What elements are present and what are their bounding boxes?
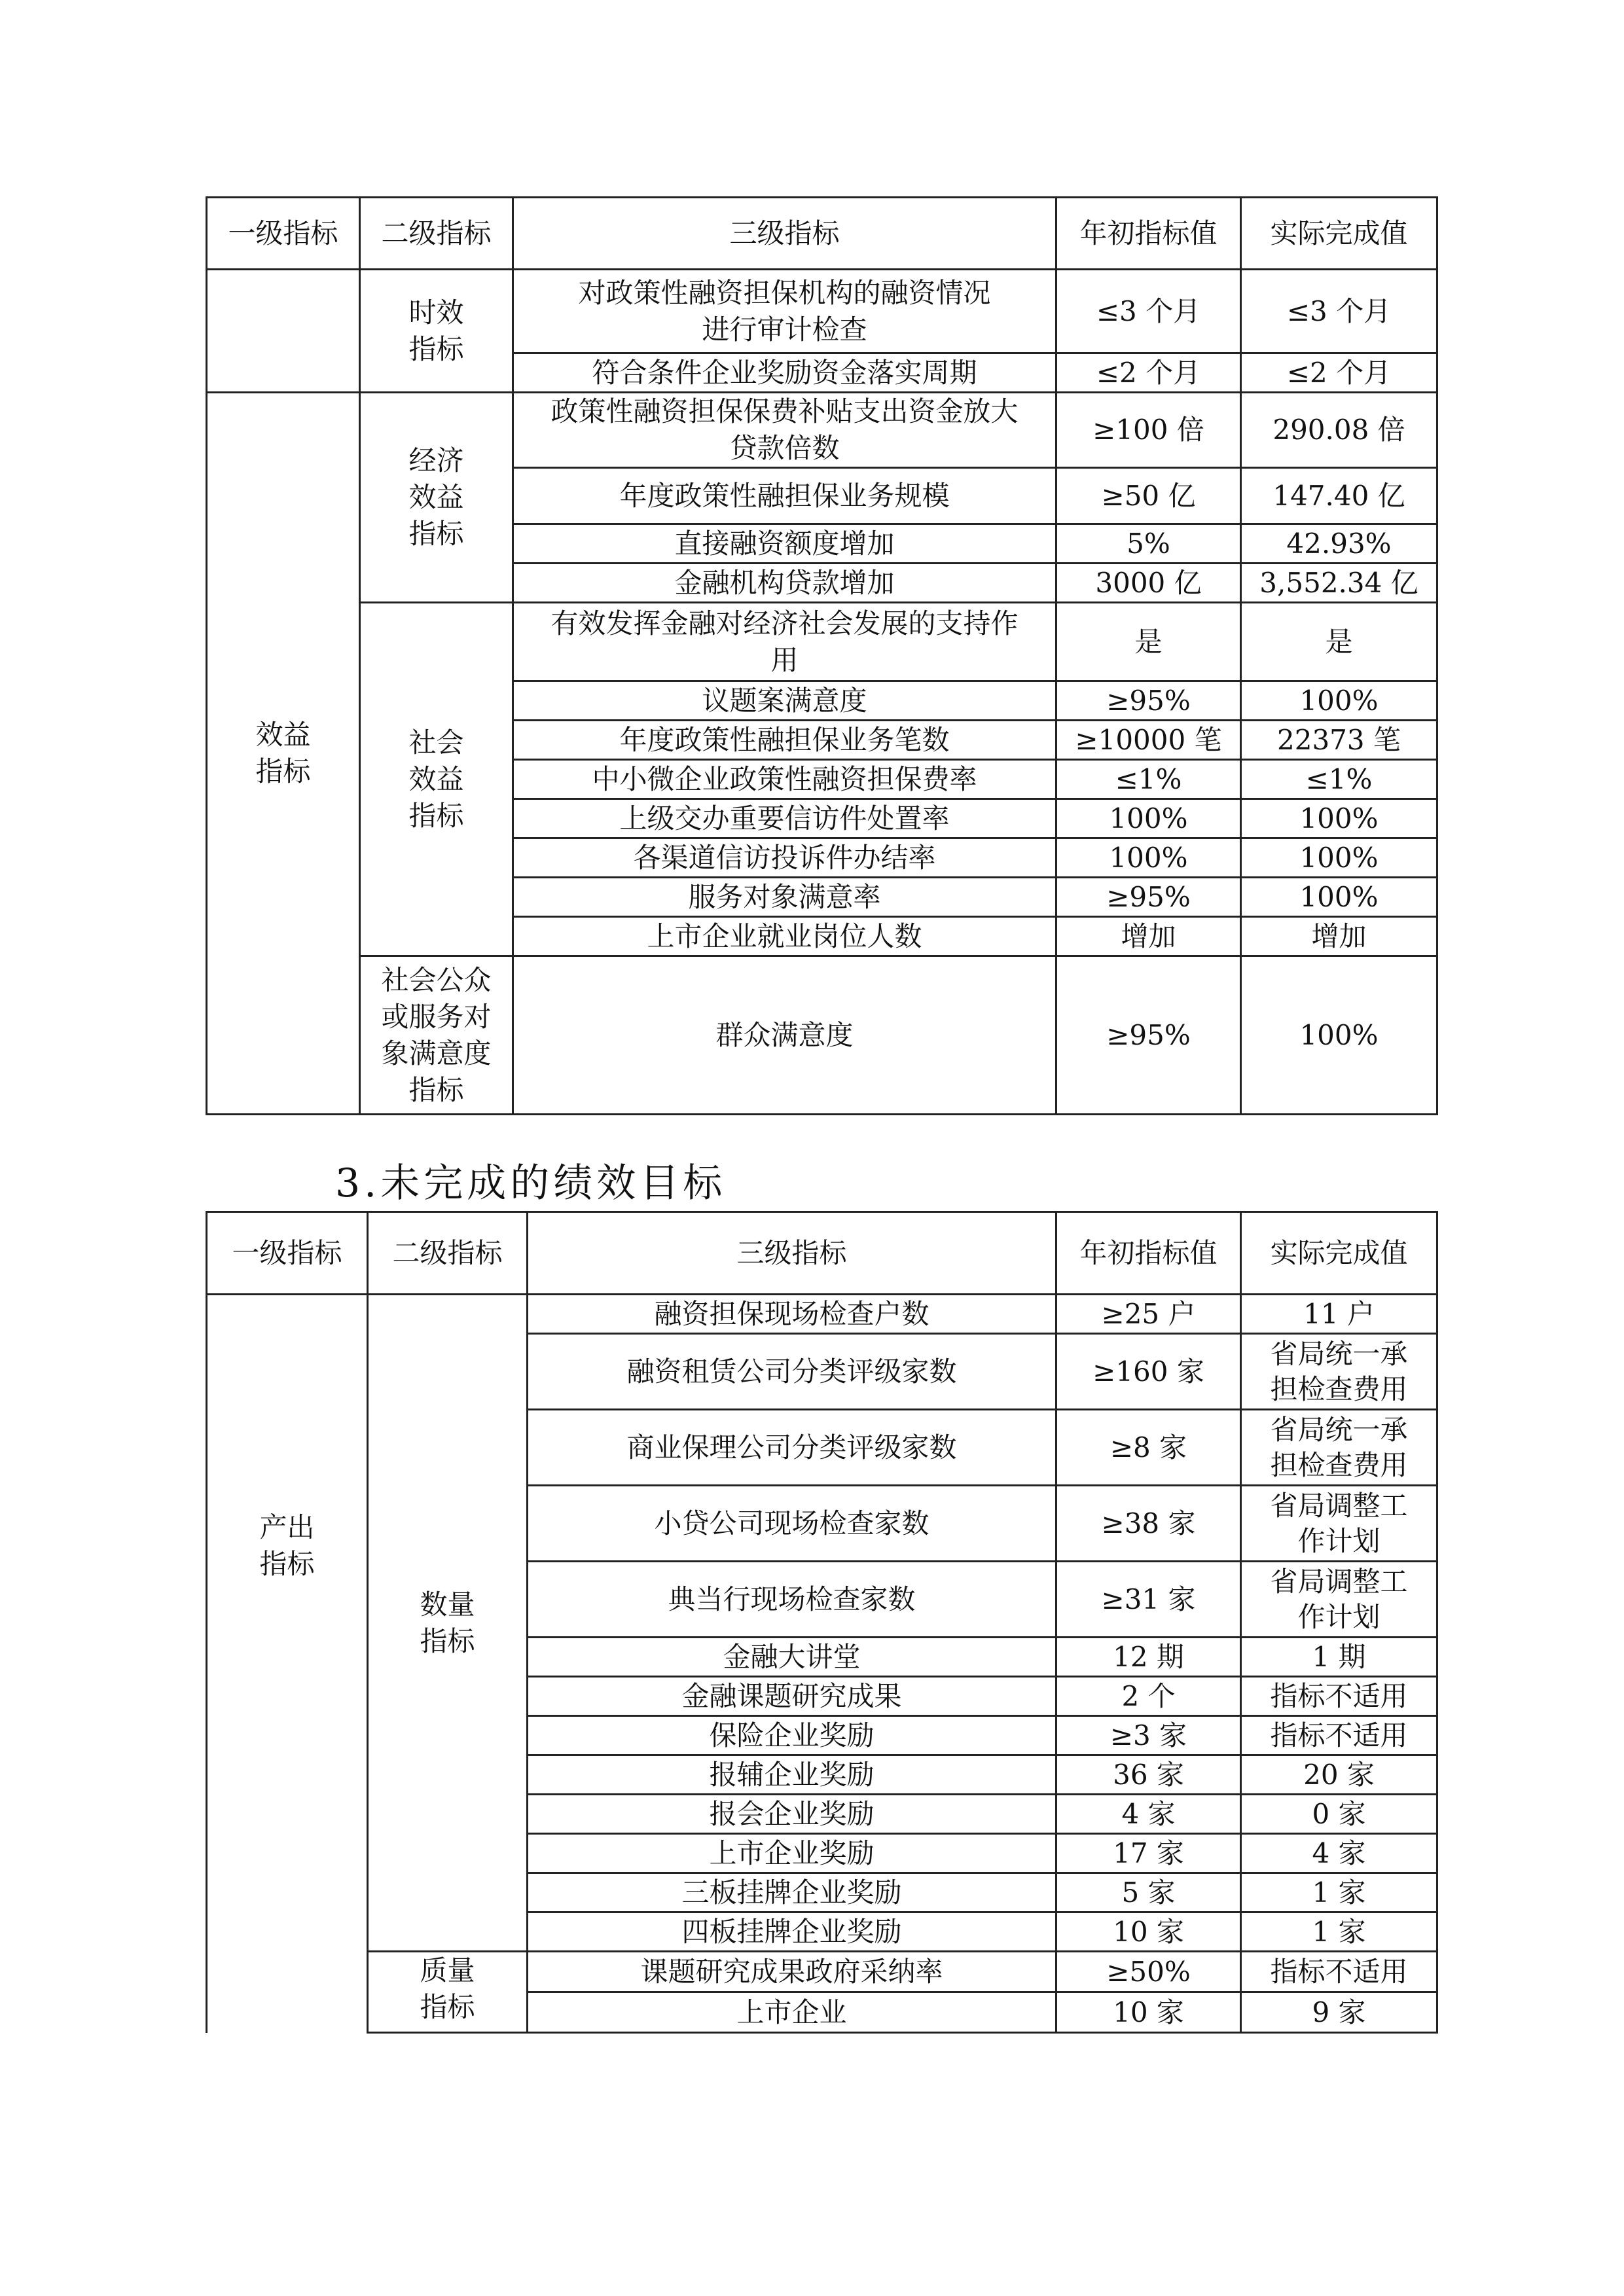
- table-row: [207, 1952, 1437, 1992]
- target-value-cell: 100%: [1056, 799, 1241, 838]
- target-value-cell: 5 家: [1056, 1873, 1241, 1912]
- actual-value-cell: 100%: [1241, 878, 1437, 917]
- actual-value-cell: 22373 笔: [1241, 721, 1437, 760]
- target-value-cell: 10 家: [1056, 1992, 1241, 2033]
- table-row: [207, 1295, 1437, 1334]
- level2-cell: 时效 指标: [360, 270, 513, 393]
- target-value-cell: 3000 亿: [1056, 564, 1241, 603]
- level3-cell: 报会企业奖励: [528, 1795, 1056, 1834]
- level2-header: 二级指标: [360, 198, 513, 270]
- actual-value-cell: 省局调整工 作计划: [1241, 1486, 1437, 1562]
- target-value-cell: 5%: [1056, 524, 1241, 564]
- actual-value-cell: 省局统一承 担检查费用: [1241, 1334, 1437, 1410]
- level3-cell: 金融课题研究成果: [528, 1677, 1056, 1716]
- level2-cell: 质量 指标: [368, 1952, 528, 2033]
- actual-value-cell: 是: [1241, 603, 1437, 681]
- level3-cell: 商业保理公司分类评级家数: [528, 1410, 1056, 1486]
- target-value-cell: 36 家: [1056, 1755, 1241, 1795]
- level3-cell: 年度政策性融担保业务规模: [513, 468, 1056, 524]
- actual-value-cell: 4 家: [1241, 1834, 1437, 1873]
- level2-cell: 社会公众 或服务对 象满意度 指标: [360, 956, 513, 1115]
- target-value-cell: 增加: [1056, 917, 1241, 956]
- target-value-cell: ≤2 个月: [1056, 353, 1241, 393]
- actual-value-cell: 100%: [1241, 681, 1437, 721]
- actual-value-cell: 290.08 倍: [1241, 393, 1437, 468]
- performance-table-uncompleted: [206, 1211, 1438, 2034]
- actual-value-cell: 42.93%: [1241, 524, 1437, 564]
- table-row: [207, 956, 1437, 1115]
- header-row: [207, 198, 1437, 270]
- actual-value-cell: 省局统一承 担检查费用: [1241, 1410, 1437, 1486]
- level3-cell: 年度政策性融担保业务笔数: [513, 721, 1056, 760]
- level3-cell: 课题研究成果政府采纳率: [528, 1952, 1056, 1992]
- actual-value-cell: 增加: [1241, 917, 1437, 956]
- target-header: 年初指标值: [1056, 1212, 1241, 1295]
- target-value-cell: 17 家: [1056, 1834, 1241, 1873]
- level2-cell: 数量 指标: [368, 1295, 528, 1952]
- level2-header: 二级指标: [368, 1212, 528, 1295]
- actual-value-cell: 20 家: [1241, 1755, 1437, 1795]
- section-heading: 3.未完成的绩效目标: [335, 1160, 727, 1206]
- table-row: [207, 270, 1437, 353]
- level3-cell: 上市企业: [528, 1992, 1056, 2033]
- target-value-cell: ≥38 家: [1056, 1486, 1241, 1562]
- actual-value-cell: 0 家: [1241, 1795, 1437, 1834]
- table-row: [207, 603, 1437, 681]
- actual-value-cell: 省局调整工 作计划: [1241, 1562, 1437, 1638]
- level3-cell: 议题案满意度: [513, 681, 1056, 721]
- target-value-cell: ≥8 家: [1056, 1410, 1241, 1486]
- level2-cell: 社会 效益 指标: [360, 603, 513, 956]
- actual-value-cell: 1 期: [1241, 1638, 1437, 1677]
- header-row: [207, 1212, 1437, 1295]
- level3-cell: 融资租赁公司分类评级家数: [528, 1334, 1056, 1410]
- level3-cell: 三板挂牌企业奖励: [528, 1873, 1056, 1912]
- actual-value-cell: 147.40 亿: [1241, 468, 1437, 524]
- target-value-cell: 是: [1056, 603, 1241, 681]
- level3-header: 三级指标: [528, 1212, 1056, 1295]
- level3-cell: 报辅企业奖励: [528, 1755, 1056, 1795]
- level3-cell: 金融大讲堂: [528, 1638, 1056, 1677]
- level3-cell: 对政策性融资担保机构的融资情况 进行审计检查: [513, 270, 1056, 353]
- target-value-cell: ≥50 亿: [1056, 468, 1241, 524]
- actual-value-cell: 9 家: [1241, 1992, 1437, 2033]
- target-value-cell: 4 家: [1056, 1795, 1241, 1834]
- actual-value-cell: 100%: [1241, 799, 1437, 838]
- level3-cell: 有效发挥金融对经济社会发展的支持作 用: [513, 603, 1056, 681]
- target-value-cell: ≤1%: [1056, 760, 1241, 799]
- target-value-cell: ≥95%: [1056, 956, 1241, 1115]
- level3-cell: 服务对象满意率: [513, 878, 1056, 917]
- target-value-cell: ≥50%: [1056, 1952, 1241, 1992]
- actual-value-cell: 指标不适用: [1241, 1677, 1437, 1716]
- actual-value-cell: 11 户: [1241, 1295, 1437, 1334]
- target-value-cell: ≥95%: [1056, 681, 1241, 721]
- target-value-cell: ≥3 家: [1056, 1716, 1241, 1755]
- target-value-cell: ≥100 倍: [1056, 393, 1241, 468]
- actual-value-cell: 100%: [1241, 956, 1437, 1115]
- level3-cell: 各渠道信访投诉件办结率: [513, 838, 1056, 878]
- target-header: 年初指标值: [1056, 198, 1241, 270]
- level1-cell: 产出 指标: [207, 1295, 368, 2033]
- level1-cell: [207, 270, 360, 393]
- level3-cell: 典当行现场检查家数: [528, 1562, 1056, 1638]
- level3-cell: 上市企业就业岗位人数: [513, 917, 1056, 956]
- actual-value-cell: 指标不适用: [1241, 1952, 1437, 1992]
- level3-cell: 上级交办重要信访件处置率: [513, 799, 1056, 838]
- target-value-cell: ≥95%: [1056, 878, 1241, 917]
- target-value-cell: 2 个: [1056, 1677, 1241, 1716]
- level3-cell: 直接融资额度增加: [513, 524, 1056, 564]
- actual-value-cell: 指标不适用: [1241, 1716, 1437, 1755]
- level1-cell: 效益 指标: [207, 393, 360, 1115]
- target-value-cell: ≥160 家: [1056, 1334, 1241, 1410]
- level3-cell: 保险企业奖励: [528, 1716, 1056, 1755]
- level3-cell: 中小微企业政策性融资担保费率: [513, 760, 1056, 799]
- level3-cell: 四板挂牌企业奖励: [528, 1912, 1056, 1952]
- performance-table-completed: [206, 196, 1438, 1115]
- level3-cell: 上市企业奖励: [528, 1834, 1056, 1873]
- level3-cell: 政策性融资担保保费补贴支出资金放大 贷款倍数: [513, 393, 1056, 468]
- target-value-cell: ≤3 个月: [1056, 270, 1241, 353]
- level1-header: 一级指标: [207, 198, 360, 270]
- actual-value-cell: ≤1%: [1241, 760, 1437, 799]
- actual-value-cell: 3,552.34 亿: [1241, 564, 1437, 603]
- level3-header: 三级指标: [513, 198, 1056, 270]
- actual-value-cell: 1 家: [1241, 1912, 1437, 1952]
- level2-cell: 经济 效益 指标: [360, 393, 513, 603]
- table-row: [207, 393, 1437, 468]
- target-value-cell: 10 家: [1056, 1912, 1241, 1952]
- target-value-cell: ≥10000 笔: [1056, 721, 1241, 760]
- actual-value-cell: ≤2 个月: [1241, 353, 1437, 393]
- actual-value-cell: ≤3 个月: [1241, 270, 1437, 353]
- target-value-cell: 12 期: [1056, 1638, 1241, 1677]
- target-value-cell: ≥25 户: [1056, 1295, 1241, 1334]
- actual-value-cell: 1 家: [1241, 1873, 1437, 1912]
- level3-cell: 群众满意度: [513, 956, 1056, 1115]
- level3-cell: 小贷公司现场检查家数: [528, 1486, 1056, 1562]
- actual-header: 实际完成值: [1241, 198, 1437, 270]
- level3-cell: 融资担保现场检查户数: [528, 1295, 1056, 1334]
- target-value-cell: 100%: [1056, 838, 1241, 878]
- actual-value-cell: 100%: [1241, 838, 1437, 878]
- level3-cell: 符合条件企业奖励资金落实周期: [513, 353, 1056, 393]
- actual-header: 实际完成值: [1241, 1212, 1437, 1295]
- level3-cell: 金融机构贷款增加: [513, 564, 1056, 603]
- level1-header: 一级指标: [207, 1212, 368, 1295]
- target-value-cell: ≥31 家: [1056, 1562, 1241, 1638]
